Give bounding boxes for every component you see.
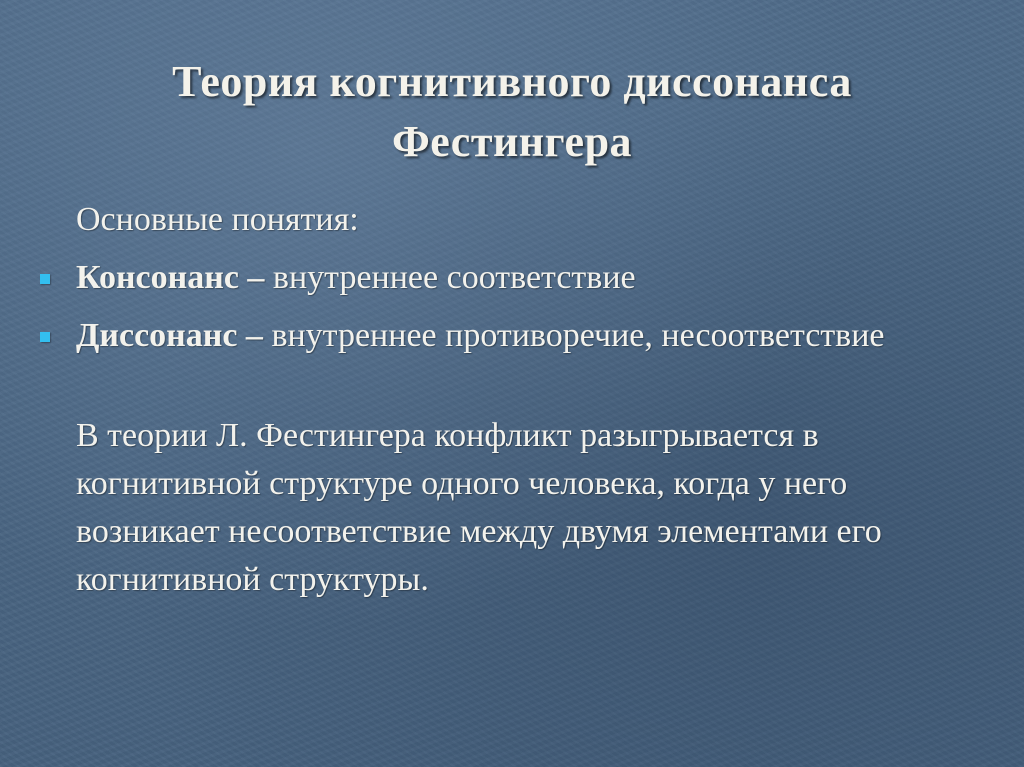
bullet-item-dissonance [40, 312, 990, 360]
bullet-term: Диссонанс – [76, 317, 263, 354]
bullet-item-consonance [40, 254, 990, 302]
slide-title: Теория когнитивного диссонанса Фестингера [172, 57, 852, 166]
square-bullet-icon [40, 332, 50, 342]
bullet-definition: внутреннее соответствие [264, 259, 636, 296]
bullet-definition: внутреннее противоречие, несоответствие [262, 317, 885, 354]
explanation-paragraph: В теории Л. Фестингера конфликт разыгрывается в когнитивной структуре одного человека, когда у него возникает несоответствие между двумя элементами его когнитивной структуры. [76, 417, 882, 598]
bullet-term: Консонанс – [76, 259, 265, 296]
slide-content [40, 196, 990, 604]
square-bullet-icon [40, 274, 50, 284]
intro-text: Основные понятия: [76, 201, 359, 238]
